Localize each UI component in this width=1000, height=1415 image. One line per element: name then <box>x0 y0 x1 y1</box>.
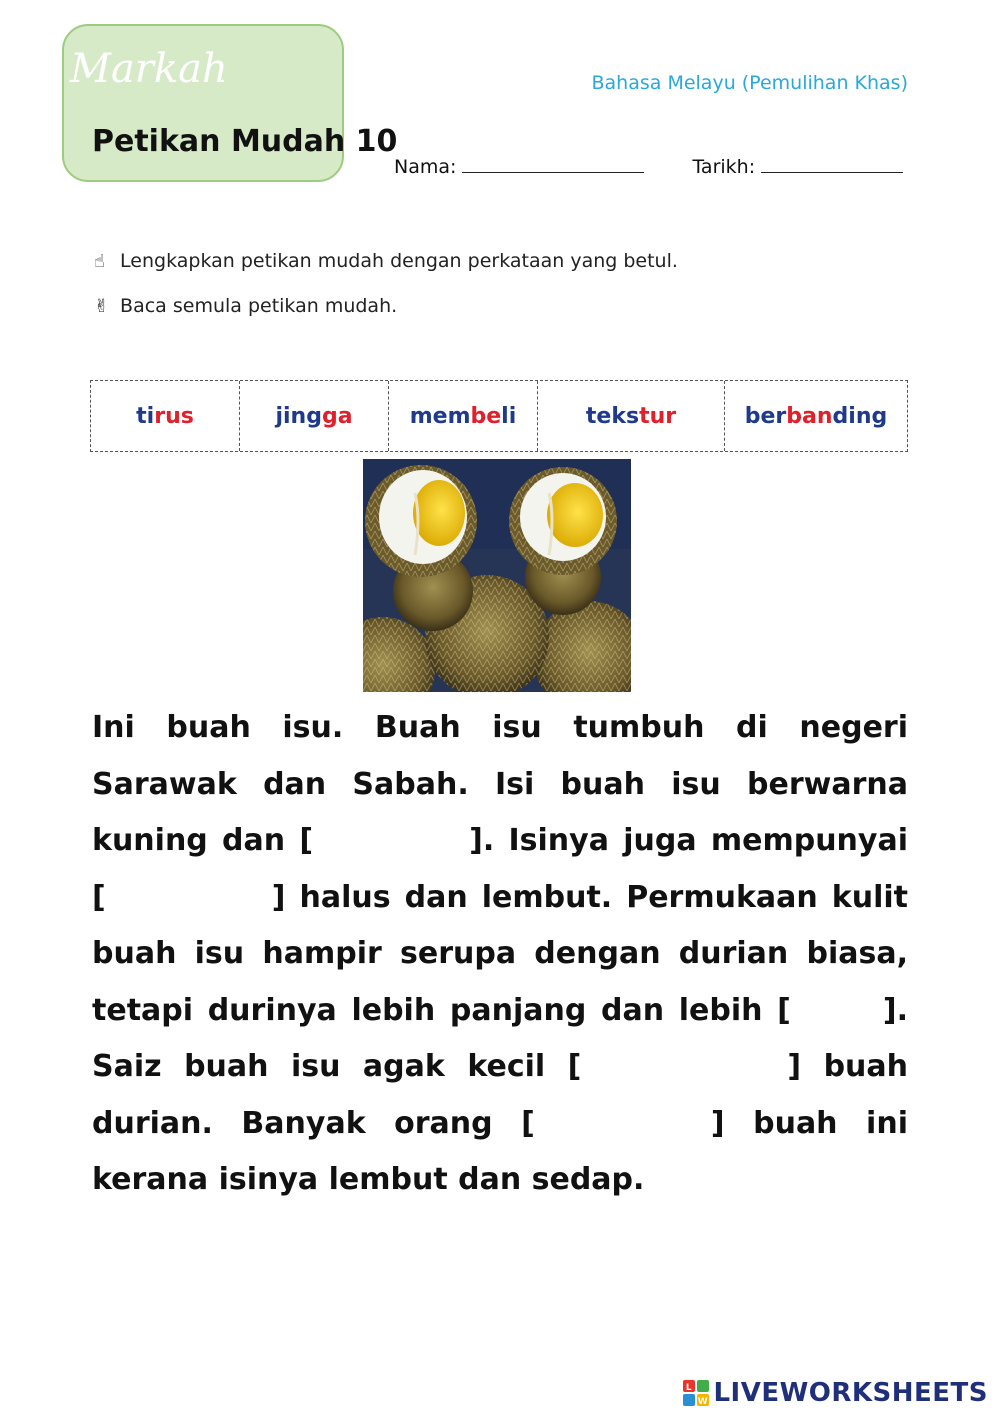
instruction-text: Baca semula petikan mudah. <box>120 295 398 317</box>
word-tirus[interactable]: ti rus <box>91 381 240 451</box>
word-membeli[interactable]: mem be li <box>389 381 538 451</box>
passage-text: Ini buah isu. Buah isu tumbuh di negeri Sarawak dan Sabah. Isi buah isu berwarna kuning dan [ ]. Isinya juga mempunyai [ ] halus dan lembut. Permukaan kulit buah isu hampir serupa dengan durian biasa, tetapi durinya lebih panjang dan lebih [ ]. Saiz buah isu agak kecil [ ] buah durian. Banyak orang [ ] buah ini kerana isinya lembut dan sedap. <box>92 710 909 1197</box>
name-date-row <box>394 154 903 178</box>
brand-text: LIVEWORKSHEETS <box>713 1378 988 1408</box>
instruction-text: Lengkapkan petikan mudah dengan perkataan yang betul. <box>120 250 678 272</box>
passage-number: Petikan Mudah 10 <box>92 124 398 159</box>
liveworksheets-footer <box>683 1378 988 1408</box>
date-field[interactable] <box>761 154 903 173</box>
svg-text:W: W <box>698 1397 709 1406</box>
durian-photo <box>363 459 631 692</box>
pointing-hand-icon: ☝ <box>94 251 105 272</box>
instruction-2 <box>94 295 397 317</box>
word-jingga[interactable]: jing ga <box>240 381 389 451</box>
svg-text:L: L <box>686 1383 693 1393</box>
word-tekstur[interactable]: teks tur <box>538 381 725 451</box>
subject-title: Bahasa Melayu (Pemulihan Khas) <box>591 72 908 94</box>
liveworksheets-logo-icon <box>683 1380 709 1406</box>
victory-hand-icon: ✌ <box>94 296 110 317</box>
word-berbanding[interactable]: ber ban ding <box>744 403 888 429</box>
date-label: Tarikh: <box>692 156 756 178</box>
instruction-1 <box>94 250 678 272</box>
word-bank <box>90 380 908 452</box>
marks-label: Markah <box>70 46 228 92</box>
name-field[interactable] <box>462 154 644 173</box>
durian-illustration <box>363 459 631 692</box>
name-label: Nama: <box>394 156 457 178</box>
